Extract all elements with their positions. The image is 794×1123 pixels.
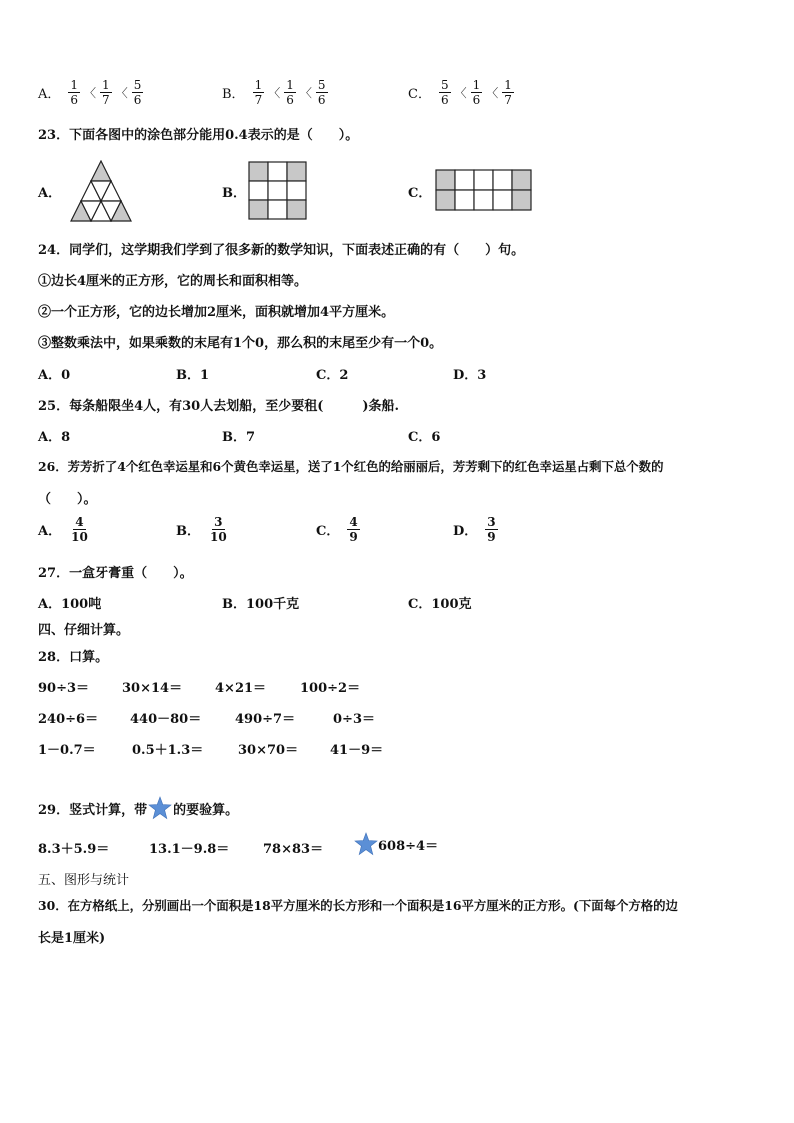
vertical-calc-item: 13.1－9.8＝ [149,842,230,857]
fraction: $\frac{1}{6}$ [472,78,481,107]
mental-math-item: 30×14＝ [122,681,183,696]
q22-option-b[interactable] [222,78,330,107]
fraction: $\frac{1}{6}$ [286,78,294,107]
q24-option-b[interactable]: B．1 [176,368,210,383]
star-icon [148,796,172,820]
fraction: $\frac{5}{6}$ [317,78,326,107]
q26-question-line2: （ ）。 [38,492,97,507]
vertical-calc-item: 78×83＝ [263,842,324,857]
vertical-calc-item: 8.3＋5.9＝ [38,842,110,857]
mental-math-item: 0.5＋1.3＝ [132,743,204,758]
vertical-calc-expression: 608÷4＝ [378,838,439,854]
q26-option-b-label: B． [176,524,200,539]
q24-statement-2: ②一个正方形，它的边长增加2厘米，面积就增加4平方厘米。 [38,305,395,320]
mental-math-item: 100÷2＝ [300,681,361,696]
section-heading-4: 四、仔细计算。 [38,623,130,638]
q26-option-d-label: D． [453,524,478,539]
fraction: $\frac{3}{10}$ [210,515,227,544]
q26-option-d[interactable] [453,515,500,544]
q29-text-after: 的要验算。 [173,802,239,818]
fraction: $\frac{5}{6}$ [440,78,449,107]
q25-question: 25．每条船限坐4人，有30人去划船，至少要租( )条船. [38,399,400,414]
mental-math-item: 240÷6＝ [38,712,99,727]
q27-option-a[interactable]: A．100吨 [38,597,102,612]
q22-option-c[interactable] [408,78,516,107]
q25-option-b[interactable]: B．7 [222,430,256,445]
q24-statement-1: ①边长4厘米的正方形，它的周长和面积相等。 [38,274,308,289]
q29-text-before: 29．竖式计算，带 [38,802,148,818]
less-than-sign: 〈 [299,86,312,100]
grid-2x5-figure [435,169,533,211]
less-than-sign: 〈 [486,86,499,100]
q23-option-b-label[interactable]: B． [222,186,246,201]
fraction: $\frac{1}{7}$ [254,78,263,107]
q23-option-c-label[interactable]: C． [408,186,432,201]
q23-option-a-label[interactable]: A． [38,186,62,201]
fraction: $\frac{5}{6}$ [133,78,142,107]
q26-option-a-label: A． [38,524,62,539]
q25-option-c[interactable]: C．6 [408,430,441,445]
fraction: $\frac{1}{6}$ [70,78,79,107]
q23-question: 23．下面各图中的涂色部分能用0.4表示的是（ ）。 [38,128,359,143]
star-icon [354,832,378,856]
less-than-sign: 〈 [454,86,467,100]
q24-option-d[interactable]: D．3 [453,368,487,383]
q30-question-line1: 30．在方格纸上，分别画出一个面积是18平方厘米的长方形和一个面积是16平方厘米的正方形。(下面每个方格的边 [38,898,678,913]
q24-question: 24．同学们，这学期我们学到了很多新的数学知识，下面表述正确的有（ ）句。 [38,243,525,258]
q26-option-c-label: C． [316,524,340,539]
q26-option-c[interactable] [316,515,362,544]
mental-math-item: 41－9＝ [330,743,384,758]
grid-3x3-figure [248,161,308,220]
q22-option-b-label: B． [222,87,245,102]
less-than-sign: 〈 [84,86,97,100]
q27-option-c[interactable]: C．100克 [408,597,472,612]
section-heading-5: 五、图形与统计 [38,873,130,888]
mental-math-item: 1－0.7＝ [38,743,96,758]
mental-math-item: 440－80＝ [130,712,202,727]
q25-option-a[interactable]: A．8 [38,430,71,445]
mental-math-item: 490÷7＝ [235,712,296,727]
q29-question [38,796,238,820]
less-than-sign: 〈 [115,86,128,100]
q26-option-b[interactable] [176,515,231,544]
q22-option-c-label: C． [408,87,431,102]
q24-option-c[interactable]: C．2 [316,368,349,383]
mental-math-item: 90÷3＝ [38,681,90,696]
q26-option-a[interactable] [38,515,92,544]
q28-question: 28．口算。 [38,650,109,665]
q24-statement-3: ③整数乘法中，如果乘数的末尾有1个0，那么积的末尾至少有一个0。 [38,336,443,351]
q26-question-line1: 26．芳芳折了4个红色幸运星和6个黄色幸运星，送了1个红色的给丽丽后，芳芳剩下的红色幸运星占剩下总个数的 [38,459,664,474]
q27-option-b[interactable]: B．100千克 [222,597,300,612]
q24-option-a[interactable]: A．0 [38,368,71,383]
mental-math-item: 4×21＝ [215,681,267,696]
mental-math-item: 0÷3＝ [333,712,375,727]
fraction: $\frac{1}{7}$ [504,78,512,107]
vertical-calc-item-starred [354,832,438,856]
q22-option-a-label: A． [38,87,61,102]
triangle-figure [62,160,140,222]
fraction: $\frac{3}{9}$ [487,515,496,544]
q22-option-a[interactable] [38,78,145,107]
mental-math-item: 30×70＝ [238,743,299,758]
fraction: $\frac{4}{10}$ [71,515,88,544]
q27-question: 27．一盒牙膏重（ ）。 [38,566,193,581]
less-than-sign: 〈 [268,86,281,100]
q30-question-line2: 长是1厘米) [38,931,106,946]
fraction: $\frac{4}{9}$ [349,515,358,544]
fraction: $\frac{1}{7}$ [102,78,110,107]
